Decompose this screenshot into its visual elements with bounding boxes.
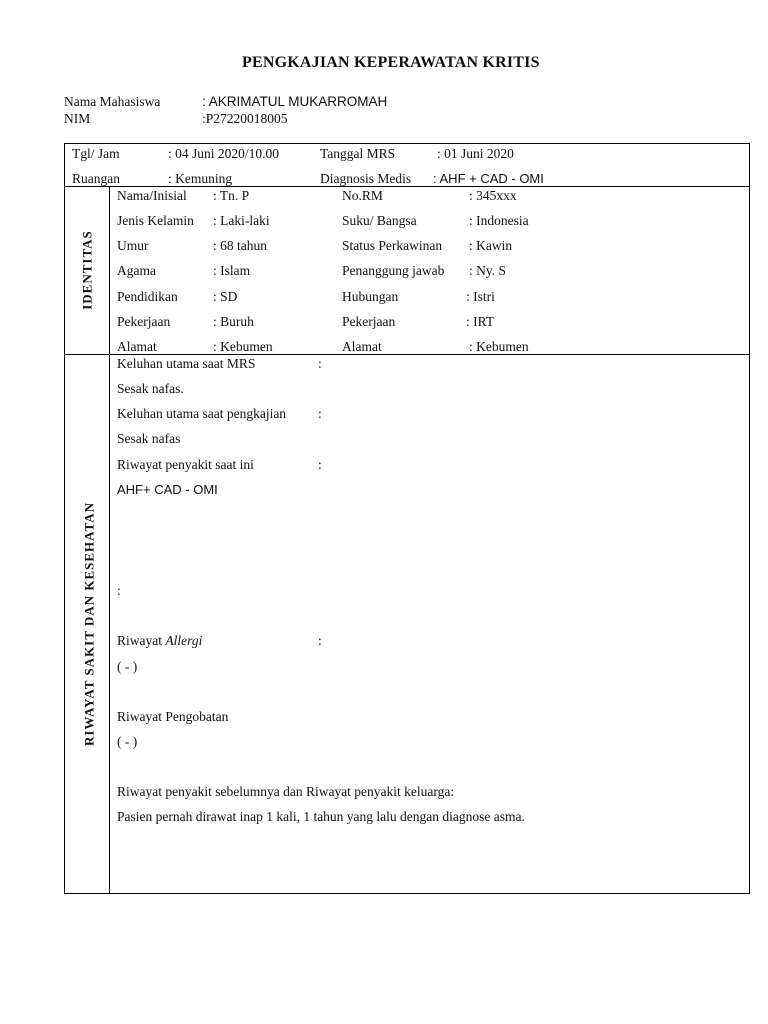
pengobatan-label: Riwayat Pengobatan <box>117 709 229 724</box>
id-nama-value: : Tn. P <box>213 188 250 203</box>
ruangan-value: : Kemuning <box>168 171 233 186</box>
diagnosis-label: Diagnosis Medis <box>320 171 412 186</box>
id-pekerjaan-value: : Buruh <box>213 314 254 329</box>
id-alamat2-label: Alamat <box>342 339 382 354</box>
student-name-value: : AKRIMATUL MUKARROMAH <box>202 94 388 109</box>
nim-label: NIM <box>64 111 91 126</box>
keluhan-mrs-value: Sesak nafas. <box>117 381 184 396</box>
id-alamat-value: : Kebumen <box>213 339 273 354</box>
keluhan-mrs-label: Keluhan utama saat MRS <box>117 356 256 371</box>
id-alamat2-value: : Kebumen <box>469 339 529 354</box>
keluhan-pengkajian-label: Keluhan utama saat pengkajian <box>117 406 287 421</box>
keluhan-pengkajian-value: Sesak nafas <box>117 431 181 446</box>
riwayat-sebelumnya-label: Riwayat penyakit sebelumnya dan Riwayat penyakit keluarga: <box>117 784 455 799</box>
row-divider-header <box>64 186 750 187</box>
pengobatan-value: ( - ) <box>117 734 138 749</box>
id-agama-value: : Islam <box>213 263 251 278</box>
id-pendidikan-label: Pendidikan <box>117 289 178 304</box>
id-nama-label: Nama/Inisial <box>117 188 187 203</box>
id-pekerjaan-label: Pekerjaan <box>117 314 171 329</box>
keluhan-pengkajian-colon: : <box>318 406 322 421</box>
id-suku-label: Suku/ Bangsa <box>342 213 417 228</box>
ruangan-label: Ruangan <box>72 171 120 186</box>
row-divider-identitas <box>64 354 750 355</box>
id-pekerjaan2-label: Pekerjaan <box>342 314 396 329</box>
label-column-divider <box>109 186 110 894</box>
diagnosis-value: : AHF + CAD - OMI <box>433 171 544 186</box>
riwayat-section-label: RIWAYAT SAKIT DAN KESEHATAN <box>81 501 97 747</box>
id-pj-value: : Ny. S <box>469 263 507 278</box>
allergi-label-prefix: Riwayat <box>117 633 166 648</box>
assessment-table <box>64 143 750 894</box>
mrs-value: : 01 Juni 2020 <box>437 146 514 161</box>
id-agama-label: Agama <box>117 263 156 278</box>
id-status-label: Status Perkawinan <box>342 238 443 253</box>
keluhan-mrs-colon: : <box>318 356 322 371</box>
tgl-label: Tgl/ Jam <box>72 146 120 161</box>
id-norm-label: No.RM <box>342 188 383 203</box>
id-norm-value: : 345xxx <box>469 188 517 203</box>
id-suku-value: : Indonesia <box>469 213 529 228</box>
allergi-label <box>117 634 202 648</box>
id-umur-label: Umur <box>117 238 149 253</box>
id-pj-label: Penanggung jawab <box>342 263 445 278</box>
id-status-value: : Kawin <box>469 238 513 253</box>
id-jk-label: Jenis Kelamin <box>117 213 194 228</box>
riwayat-sebelumnya-value: Pasien pernah dirawat inap 1 kali, 1 tahun yang lalu dengan diagnose asma. <box>117 809 525 824</box>
identitas-section-label: IDENTITAS <box>79 230 95 310</box>
stray-colon: : <box>117 583 121 598</box>
id-umur-value: : 68 tahun <box>213 238 267 253</box>
id-alamat-label: Alamat <box>117 339 157 354</box>
id-hubungan-value: : Istri <box>466 289 495 304</box>
id-hubungan-label: Hubungan <box>342 289 399 304</box>
mrs-label: Tanggal MRS <box>320 146 396 161</box>
penyakit-saat-ini-colon: : <box>318 457 322 472</box>
penyakit-saat-ini-label: Riwayat penyakit saat ini <box>117 457 254 472</box>
nim-value: :P27220018005 <box>202 111 288 126</box>
id-pendidikan-value: : SD <box>213 289 238 304</box>
allergi-value: ( - ) <box>117 659 138 674</box>
student-name-label: Nama Mahasiswa <box>64 94 161 109</box>
id-jk-value: : Laki-laki <box>213 213 270 228</box>
id-pekerjaan2-value: : IRT <box>466 314 495 329</box>
penyakit-saat-ini-value: AHF+ CAD - OMI <box>117 482 218 497</box>
page-title: PENGKAJIAN KEPERAWATAN KRITIS <box>242 54 540 71</box>
allergi-colon: : <box>318 633 322 648</box>
tgl-value: : 04 Juni 2020/10.00 <box>168 146 280 161</box>
allergi-label-italic: Allergi <box>165 633 203 648</box>
